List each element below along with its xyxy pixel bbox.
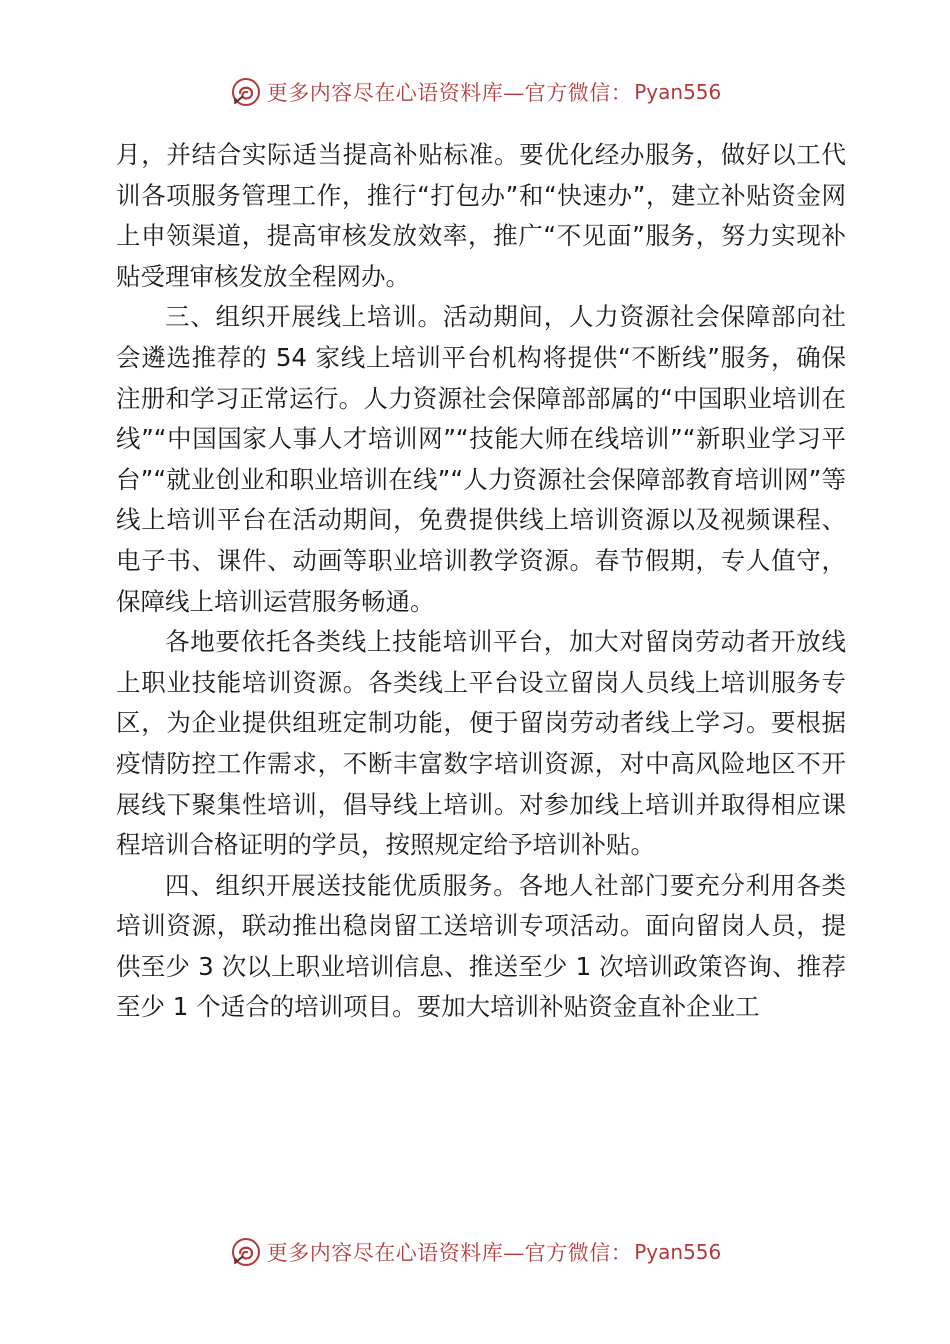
paragraph-4: 四、组织开展送技能优质服务。各地人社部门要充分利用各类培训资源，联动推出稳岗留工送培训专项活动。面向留岗人员，提供至少 3 次以上职业培训信息、推送至少 1 次培训政策咨询、推荐至少 1 个适合的培训项目。要加大培训补贴资金直补企业工 [116,870,846,1022]
rose-icon [229,1235,263,1269]
paragraph-2: 三、组织开展线上培训。活动期间，人力资源社会保障部向社会遴选推荐的 54 家线上培训平台机构将提供“不断线”服务，确保注册和学习正常运行。人力资源社会保障部部属的“中国职业培训在线”“中国国家人事人才培训网”“技能大师在线培训”“新职业学习平台”“就业创业和职业培训在线”“人力资源社会保障部教育培训网”等线上培训平台在活动期间，免费提供线上培训资源以及视频课程、电子书、课件、动画等职业培训教学资源。春节假期，专人值守，保障线上培训运营服务畅通。 [116,302,846,616]
footer-banner [0,1232,950,1272]
header-banner [0,72,950,112]
banner-text: 更多内容尽在心语资料库—官方微信： [266,81,633,105]
paragraph-3: 各地要依托各类线上技能培训平台，加大对留岗劳动者开放线上职业技能培训资源。各类线上平台设立留岗人员线上培训服务专区，为企业提供组班定制功能，便于留岗劳动者线上学习。要根据疫情防控工作需求，不断丰富数字培训资源，对中高风险地区不开展线下聚集性培训，倡导线上培训。对参加线上培训并取得相应课程培训合格证明的学员，按照规定给予培训补贴。 [116,627,846,860]
paragraph-1: 月，并结合实际适当提高补贴标准。要优化经办服务，做好以工代训各项服务管理工作，推行“打包办”和“快速办”，建立补贴资金网上申领渠道，提高审核发放效率，推广“不见面”服务，努力实现补贴受理审核发放全程网办。 [116,140,846,291]
rose-icon [229,75,263,109]
document-body [116,135,846,1028]
banner-text: 更多内容尽在心语资料库—官方微信： [266,1241,633,1265]
banner-handle: Pyan556 [634,1240,722,1264]
banner-handle: Pyan556 [634,80,722,104]
